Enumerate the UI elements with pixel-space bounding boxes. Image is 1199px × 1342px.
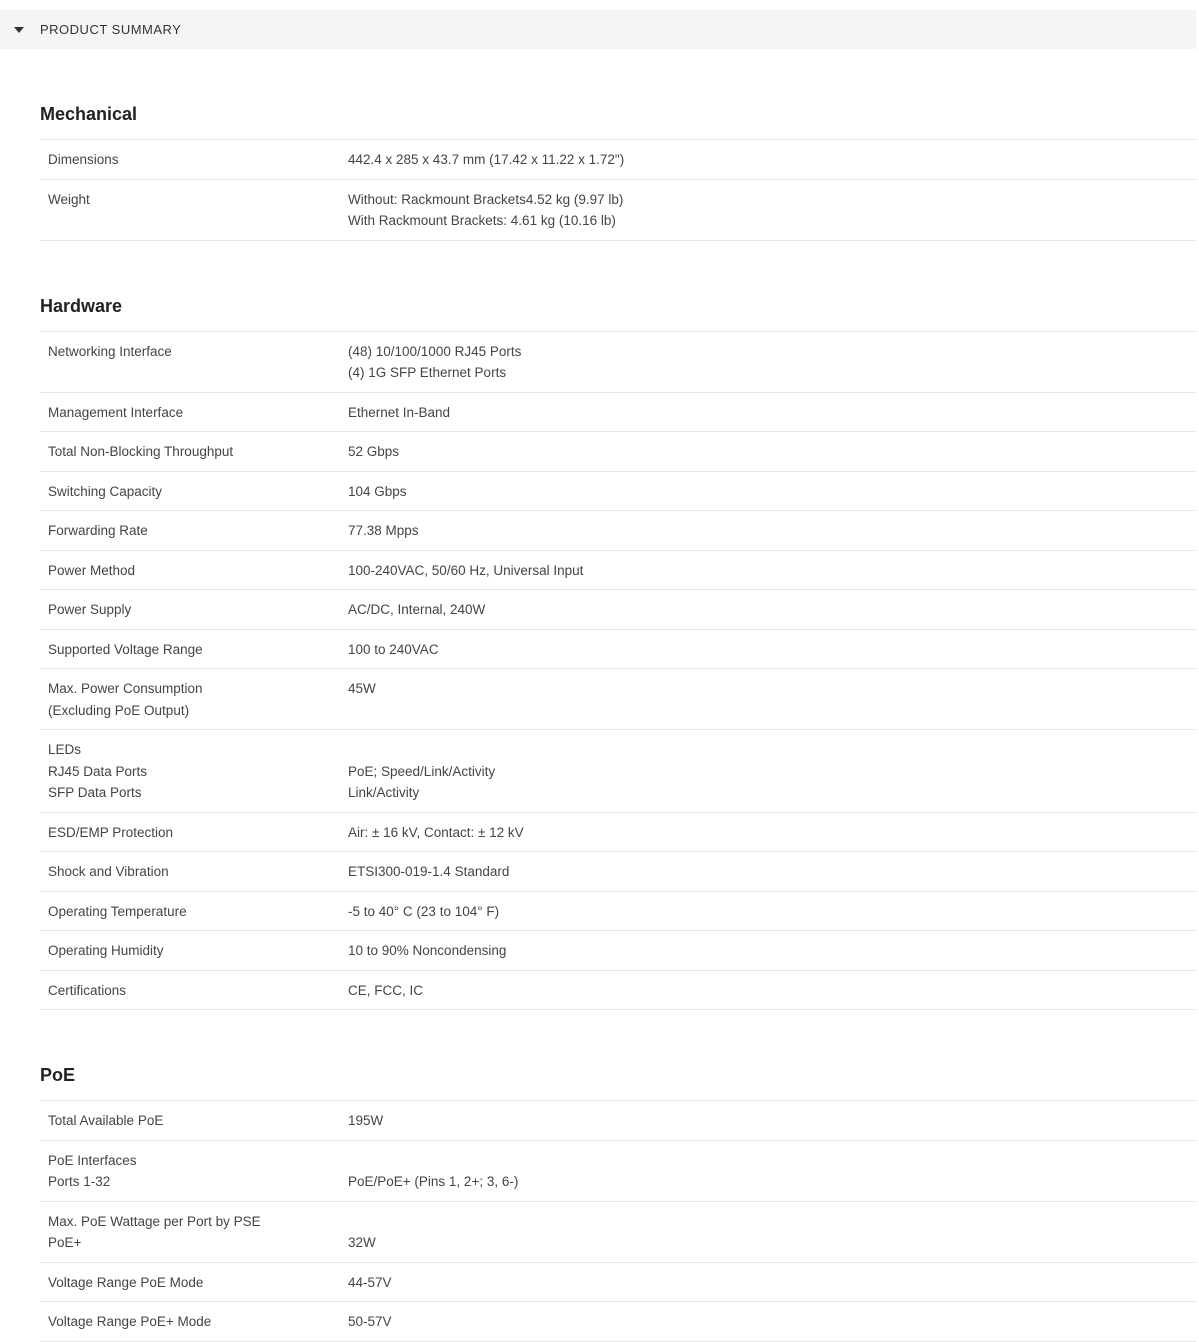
spec-label bbox=[40, 730, 348, 813]
spec-label bbox=[40, 550, 348, 590]
spec-label bbox=[40, 511, 348, 551]
spec-row bbox=[40, 812, 1196, 852]
spec-label-line: Forwarding Rate bbox=[48, 523, 148, 538]
spec-value bbox=[348, 812, 1196, 852]
spec-row bbox=[40, 730, 1196, 813]
spec-label bbox=[40, 931, 348, 971]
spec-label bbox=[40, 392, 348, 432]
spec-label-line: Supported Voltage Range bbox=[48, 641, 203, 657]
spec-row bbox=[40, 1262, 1196, 1302]
section-title: Hardware bbox=[40, 295, 123, 316]
spec-label bbox=[40, 970, 348, 1010]
spec-label-line: Switching Capacity bbox=[48, 483, 163, 499]
spec-value bbox=[348, 432, 1196, 472]
spec-label-line: Certifications bbox=[48, 982, 127, 998]
spec-label-line: Max. Power Consumption bbox=[48, 681, 203, 696]
spec-table bbox=[40, 331, 1196, 1011]
spec-label-line: SFP Data Ports bbox=[48, 785, 142, 800]
section-title: PoE bbox=[40, 1065, 76, 1085]
spec-value-line: (4) 1G SFP Ethernet Ports bbox=[348, 365, 507, 380]
spec-value bbox=[348, 471, 1196, 511]
spec-value-line: Without: Rackmount Brackets4.52 kg (9.97 lb) bbox=[348, 191, 624, 207]
spec-value bbox=[348, 1262, 1196, 1302]
spec-label bbox=[40, 1262, 348, 1302]
spec-value bbox=[348, 1302, 1196, 1342]
spec-value bbox=[348, 730, 1196, 813]
spec-value bbox=[348, 1101, 1196, 1141]
spec-label bbox=[40, 1201, 348, 1262]
spec-row bbox=[40, 852, 1196, 892]
spec-label-line: Max. PoE Wattage per Port by PSE bbox=[48, 1213, 261, 1229]
spec-row bbox=[40, 1201, 1196, 1262]
spec-value bbox=[348, 179, 1196, 240]
spec-value-line: 442.4 x 285 x 43.7 mm (17.42 x 11.22 x 1.72") bbox=[348, 152, 625, 167]
spec-label-line: Ports 1-32 bbox=[48, 1174, 111, 1189]
spec-row bbox=[40, 392, 1196, 432]
spec-value-line: 50-57V bbox=[348, 1314, 392, 1329]
spec-label-line: Voltage Range PoE Mode bbox=[48, 1274, 204, 1290]
spec-label-line: Shock and Vibration bbox=[48, 864, 169, 879]
section-poe bbox=[40, 1060, 1196, 1342]
section-title: Mechanical bbox=[40, 104, 138, 124]
spec-row bbox=[40, 331, 1196, 392]
spec-value-line: With Rackmount Brackets: 4.61 kg (10.16 lb) bbox=[348, 213, 616, 228]
spec-value bbox=[348, 140, 1196, 180]
section-mechanical bbox=[40, 99, 1196, 241]
spec-label-line: Power Method bbox=[48, 562, 136, 578]
spec-value-line: AC/DC, Internal, 240W bbox=[348, 602, 486, 617]
spec-value-line: 45W bbox=[348, 681, 376, 696]
spec-label-line: LEDs bbox=[48, 742, 82, 757]
spec-label-line: Operating Humidity bbox=[48, 943, 164, 958]
caret-down-icon bbox=[14, 27, 24, 33]
spec-row bbox=[40, 550, 1196, 590]
spec-label bbox=[40, 140, 348, 180]
spec-row bbox=[40, 140, 1196, 180]
spec-value-line: 77.38 Mpps bbox=[348, 523, 419, 538]
spec-row bbox=[40, 1140, 1196, 1201]
spec-value-line: 32W bbox=[348, 1235, 376, 1250]
spec-row bbox=[40, 629, 1196, 669]
spec-label-line: Total Available PoE bbox=[48, 1113, 164, 1128]
spec-label-line: Power Supply bbox=[48, 602, 132, 617]
spec-label bbox=[40, 629, 348, 669]
spec-value bbox=[348, 590, 1196, 630]
spec-label-line: Dimensions bbox=[48, 152, 119, 167]
spec-value-line: 100 to 240VAC bbox=[348, 641, 439, 657]
spec-label bbox=[40, 1140, 348, 1201]
spec-value-line: 104 Gbps bbox=[348, 483, 407, 499]
spec-label bbox=[40, 1302, 348, 1342]
spec-label bbox=[40, 669, 348, 730]
spec-label-line: (Excluding PoE Output) bbox=[48, 702, 190, 718]
spec-value-line: (48) 10/100/1000 RJ45 Ports bbox=[348, 343, 522, 359]
spec-label bbox=[40, 812, 348, 852]
spec-value bbox=[348, 331, 1196, 392]
spec-value-line: PoE; Speed/Link/Activity bbox=[348, 763, 496, 779]
spec-value bbox=[348, 550, 1196, 590]
spec-value-line bbox=[348, 1150, 1196, 1172]
summary-title: PRODUCT SUMMARY bbox=[40, 22, 182, 37]
spec-value bbox=[348, 931, 1196, 971]
spec-label-line: Weight bbox=[48, 191, 90, 207]
spec-label-line: ESD/EMP Protection bbox=[48, 824, 174, 840]
spec-row bbox=[40, 891, 1196, 931]
spec-row bbox=[40, 511, 1196, 551]
spec-label-line: Operating Temperature bbox=[48, 903, 187, 919]
spec-value-line: 100-240VAC, 50/60 Hz, Universal Input bbox=[348, 562, 584, 578]
spec-label bbox=[40, 432, 348, 472]
spec-label bbox=[40, 852, 348, 892]
spec-value-line: -5 to 40° C (23 to 104° F) bbox=[348, 903, 500, 919]
spec-label bbox=[40, 471, 348, 511]
section-hardware bbox=[40, 291, 1196, 1011]
spec-value-line bbox=[348, 1211, 1196, 1233]
spec-value-line: ETSI300-019-1.4 Standard bbox=[348, 864, 510, 879]
spec-row bbox=[40, 931, 1196, 971]
spec-row bbox=[40, 1302, 1196, 1342]
spec-value bbox=[348, 629, 1196, 669]
spec-label bbox=[40, 1101, 348, 1141]
spec-value bbox=[348, 852, 1196, 892]
spec-label-line: Voltage Range PoE+ Mode bbox=[48, 1314, 212, 1329]
spec-value bbox=[348, 669, 1196, 730]
spec-value-line bbox=[348, 739, 1196, 761]
spec-value bbox=[348, 392, 1196, 432]
spec-label-line: PoE+ bbox=[48, 1235, 82, 1250]
spec-table bbox=[40, 139, 1196, 241]
spec-value-line: Ethernet In-Band bbox=[348, 404, 451, 420]
spec-value-line: Link/Activity bbox=[348, 785, 420, 800]
spec-row bbox=[40, 669, 1196, 730]
spec-value-line: 10 to 90% Noncondensing bbox=[348, 943, 507, 958]
product-summary-toggle[interactable] bbox=[0, 10, 1196, 49]
spec-label-line: Total Non-Blocking Throughput bbox=[48, 444, 234, 459]
spec-label-line: RJ45 Data Ports bbox=[48, 763, 148, 779]
spec-row bbox=[40, 590, 1196, 630]
spec-label bbox=[40, 179, 348, 240]
spec-label bbox=[40, 891, 348, 931]
spec-value-line: CE, FCC, IC bbox=[348, 982, 424, 998]
spec-content bbox=[40, 49, 1196, 1342]
spec-label-line: Networking Interface bbox=[48, 343, 172, 359]
spec-label-line: PoE Interfaces bbox=[48, 1152, 137, 1168]
spec-value bbox=[348, 891, 1196, 931]
spec-table bbox=[40, 1100, 1196, 1342]
spec-value-line: 44-57V bbox=[348, 1274, 392, 1290]
spec-row bbox=[40, 471, 1196, 511]
spec-value-line: Air: ± 16 kV, Contact: ± 12 kV bbox=[348, 824, 524, 840]
spec-value bbox=[348, 1140, 1196, 1201]
spec-value bbox=[348, 1201, 1196, 1262]
spec-row bbox=[40, 970, 1196, 1010]
spec-row bbox=[40, 1101, 1196, 1141]
spec-label bbox=[40, 590, 348, 630]
spec-label bbox=[40, 331, 348, 392]
spec-value-line: PoE/PoE+ (Pins 1, 2+; 3, 6-) bbox=[348, 1174, 519, 1189]
spec-value-line: 195W bbox=[348, 1113, 384, 1128]
spec-value bbox=[348, 970, 1196, 1010]
spec-value bbox=[348, 511, 1196, 551]
spec-value-line: 52 Gbps bbox=[348, 444, 400, 459]
spec-row bbox=[40, 432, 1196, 472]
spec-label-line: Management Interface bbox=[48, 404, 184, 420]
spec-row bbox=[40, 179, 1196, 240]
